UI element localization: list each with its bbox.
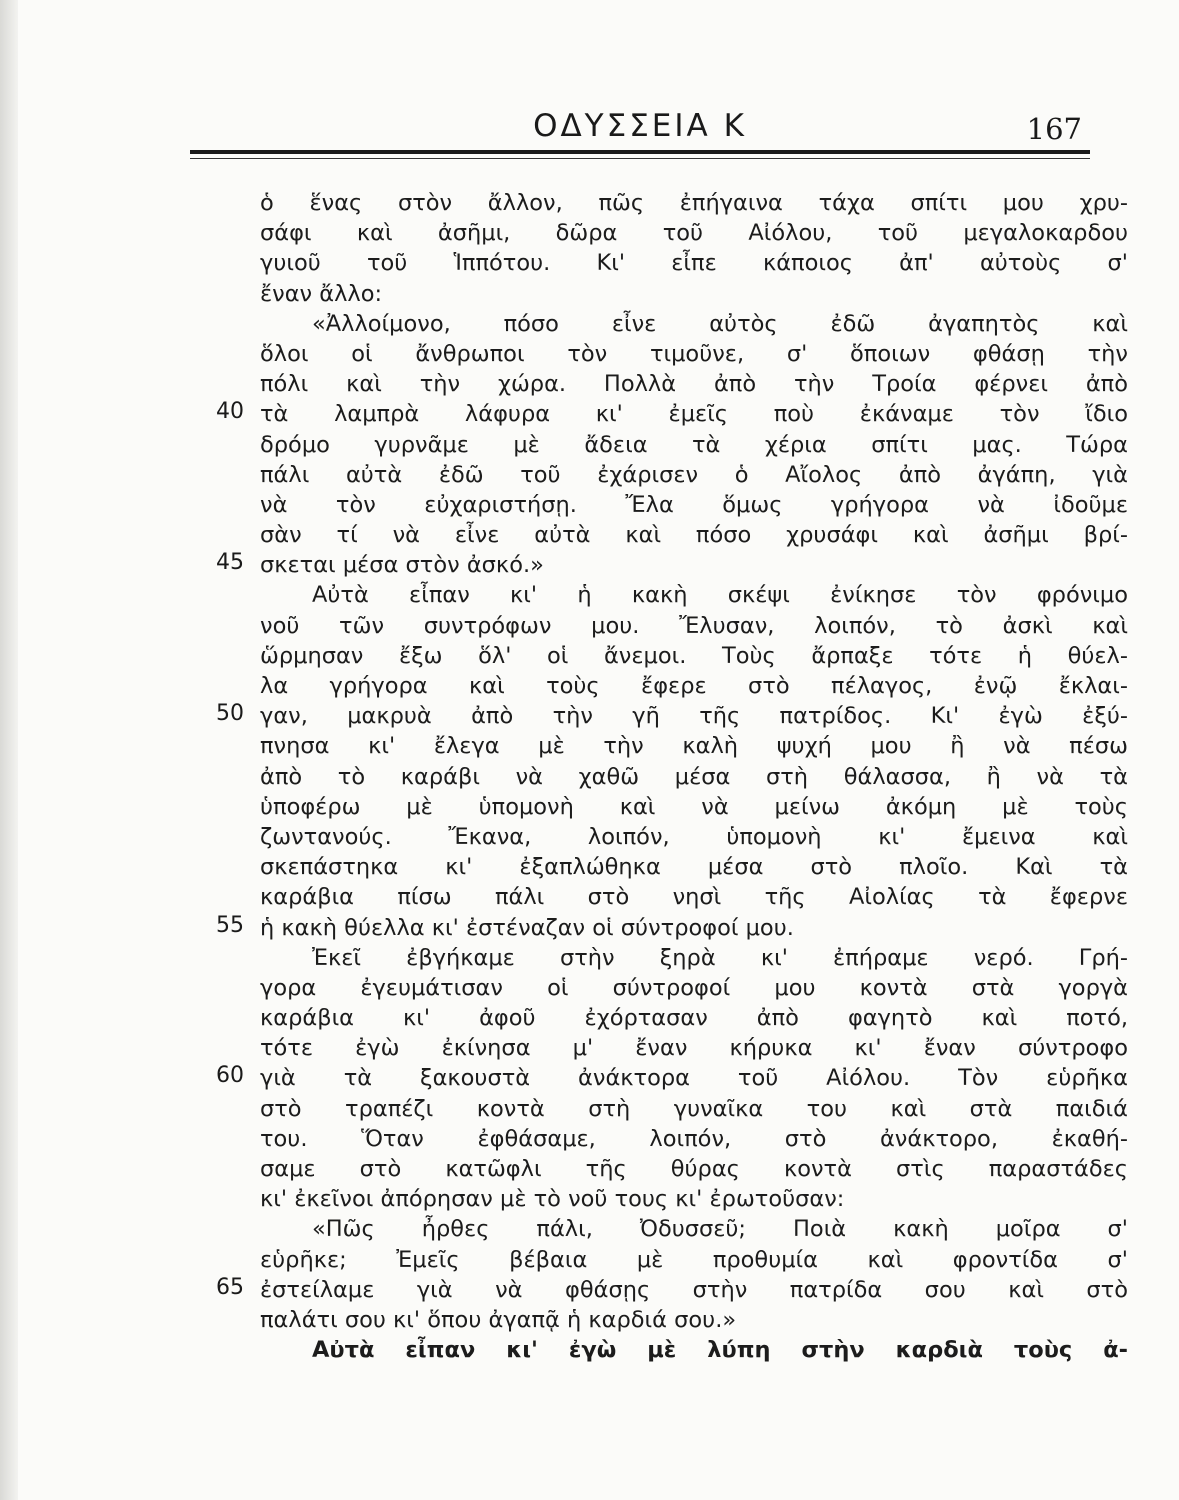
- text-line: καράβια κι' ἀφοῦ ἐχόρτασαν ἀπὸ φαγητὸ καὶ ποτό,: [260, 1005, 1128, 1032]
- numbered-line-45: [216, 550, 1128, 580]
- text-line: ἔναν ἄλλο:: [260, 280, 383, 307]
- line-number: 50: [216, 701, 244, 727]
- text-line: ἡ κακὴ θύελλα κι' ἐστέναζαν οἱ σύντροφοί μου.: [260, 914, 794, 941]
- line-number: 60: [216, 1063, 244, 1089]
- text-line: νοῦ τῶν συντρόφων μου. Ἔλυσαν, λοιπόν, τὸ ἀσκὶ καὶ: [260, 612, 1128, 639]
- text-line: τὰ λαμπρὰ λάφυρα κι' ἐμεῖς ποὺ ἐκάναμε τὸν ἴδιο: [260, 401, 1128, 428]
- line-number: 65: [216, 1274, 244, 1300]
- text-line: του. Ὅταν ἐφθάσαμε, λοιπόν, στὸ ἀνάκτορο, ἐκαθή-: [260, 1125, 1128, 1152]
- numbered-line-60: [216, 1063, 1128, 1093]
- text-line: ὅλοι οἱ ἄνθρωποι τὸν τιμοῦνε, σ' ὅποιων φθάσῃ τὴν: [260, 340, 1128, 367]
- header-rule-thick: [190, 150, 1090, 154]
- book-spine-shadow: [0, 0, 18, 1500]
- text-line: σάφι καὶ ἀσῆμι, δῶρα τοῦ Αἰόλου, τοῦ μεγαλοκαρδου: [260, 220, 1128, 247]
- book-title: ΟΔΥΣΣΕΙΑ Κ: [533, 108, 747, 144]
- line-number: 45: [216, 550, 244, 576]
- text-line: Αὐτὰ εἶπαν κι' ἐγὼ μὲ λύπη στὴν καρδιὰ τοὺς ἀ-: [312, 1337, 1128, 1364]
- text-line: Ἐκεῖ ἐβγήκαμε στὴν ξηρὰ κι' ἐπήραμε νερό. Γρή-: [312, 944, 1128, 971]
- text-line: γαν, μακρυὰ ἀπὸ τὴν γῆ τῆς πατρίδος. Κι' ἐγὼ ἐξύ-: [260, 703, 1128, 730]
- text-line: παλάτι σου κι' ὅπου ἀγαπᾷ ἡ καρδιά σου.»: [260, 1306, 737, 1333]
- header-rule-thin: [190, 158, 1090, 159]
- text-line: ζωντανούς. Ἔκανα, λοιπόν, ὑπομονὴ κι' ἔμεινα καὶ: [260, 823, 1128, 850]
- text-line: ὑποφέρω μὲ ὑπομονὴ καὶ νὰ μείνω ἀκόμη μὲ τοὺς: [260, 793, 1128, 820]
- text-line: «Πῶς ἦρθες πάλι, Ὀδυσσεῦ; Ποιὰ κακὴ μοῖρα σ': [312, 1216, 1128, 1243]
- page-number: 167: [1026, 112, 1082, 146]
- numbered-line-40: [216, 399, 1128, 429]
- text-line: νὰ τὸν εὐχαριστήσῃ. Ἔλα ὅμως γρήγορα νὰ ἰδοῦμε: [260, 491, 1128, 518]
- text-line: σκεπάστηκα κι' ἐξαπλώθηκα μέσα στὸ πλοῖο. Καὶ τὰ: [260, 854, 1128, 881]
- text-line: ὁ ἕνας στὸν ἄλλον, πῶς ἐπήγαινα τάχα σπίτι μου χρυ-: [260, 190, 1128, 216]
- text-line: εὑρῆκε; Ἐμεῖς βέβαια μὲ προθυμία καὶ φροντίδα σ': [260, 1246, 1128, 1273]
- text-line: πάλι αὐτὰ ἐδῶ τοῦ ἐχάρισεν ὁ Αἴολος ἀπὸ ἀγάπη, γιὰ: [260, 461, 1128, 488]
- text-line: γυιοῦ τοῦ Ἱππότου. Κι' εἶπε κάποιος ἀπ' αὐτοὺς σ': [260, 250, 1128, 277]
- text-line: σκεται μέσα στὸν ἀσκό.»: [260, 552, 544, 579]
- text-line: σαμε στὸ κατῶφλι τῆς θύρας κοντὰ στὶς παραστάδες: [260, 1156, 1128, 1182]
- text-line: στὸ τραπέζι κοντὰ στὴ γυναῖκα του καὶ στὰ παιδιά: [260, 1095, 1128, 1122]
- text-line: σὰν τί νὰ εἶνε αὐτὰ καὶ πόσο χρυσάφι καὶ ἀσῆμι βρί-: [260, 522, 1128, 549]
- text-line: κι' ἐκεῖνοι ἀπόρησαν μὲ τὸ νοῦ τους κι' ἐρωτοῦσαν:: [260, 1186, 845, 1213]
- text-line: καράβια πίσω πάλι στὸ νησὶ τῆς Αἰολίας τὰ ἔφερνε: [260, 884, 1128, 911]
- text-line: πνησα κι' ἔλεγα μὲ τὴν καλὴ ψυχή μου ἢ νὰ πέσω: [260, 733, 1128, 760]
- numbered-line-55: [216, 912, 1128, 943]
- text-line: ἐστείλαμε γιὰ νὰ φθάσῃς στὴν πατρίδα σου καὶ στὸ: [260, 1276, 1128, 1303]
- text-line: ἀπὸ τὸ καράβι νὰ χαθῶ μέσα στὴ θάλασσα, ἢ νὰ τὰ: [260, 763, 1128, 790]
- text-line: «Ἀλλοίμονο, πόσο εἶνε αὐτὸς ἐδῶ ἀγαπητὸς καὶ: [312, 310, 1128, 337]
- text-line: λα γρήγορα καὶ τοὺς ἔφερε στὸ πέλαγος, ἐνῷ ἔκλαι-: [260, 673, 1128, 699]
- text-line: ὥρμησαν ἔξω ὅλ' οἱ ἄνεμοι. Τοὺς ἄρπαξε τότε ἡ θύελ-: [260, 642, 1128, 669]
- numbered-line-50: [216, 701, 1128, 731]
- running-header: [190, 108, 1090, 148]
- text-line: πόλι καὶ τὴν χώρα. Πολλὰ ἀπὸ τὴν Τροία φέρνει ἀπὸ: [260, 371, 1128, 398]
- text-line: δρόμο γυρνᾶμε μὲ ἄδεια τὰ χέρια σπίτι μας. Τώρα: [260, 431, 1128, 458]
- text-line: γιὰ τὰ ξακουστὰ ἀνάκτορα τοῦ Αἰόλου. Τὸν εὑρῆκα: [260, 1065, 1128, 1092]
- line-number: 40: [216, 399, 244, 425]
- text-line: Αὐτὰ εἶπαν κι' ἡ κακὴ σκέψι ἐνίκησε τὸν φρόνιμο: [312, 582, 1128, 609]
- text-line: τότε ἐγὼ ἐκίνησα μ' ἔναν κήρυκα κι' ἔναν σύντροφο: [260, 1035, 1128, 1062]
- body-text: [216, 188, 1128, 1365]
- text-line: γορα ἐγευμάτισαν οἱ σύντροφοί μου κοντὰ στὰ γοργὰ: [260, 974, 1128, 1001]
- line-number: 55: [216, 912, 244, 938]
- numbered-line-65: [216, 1274, 1128, 1305]
